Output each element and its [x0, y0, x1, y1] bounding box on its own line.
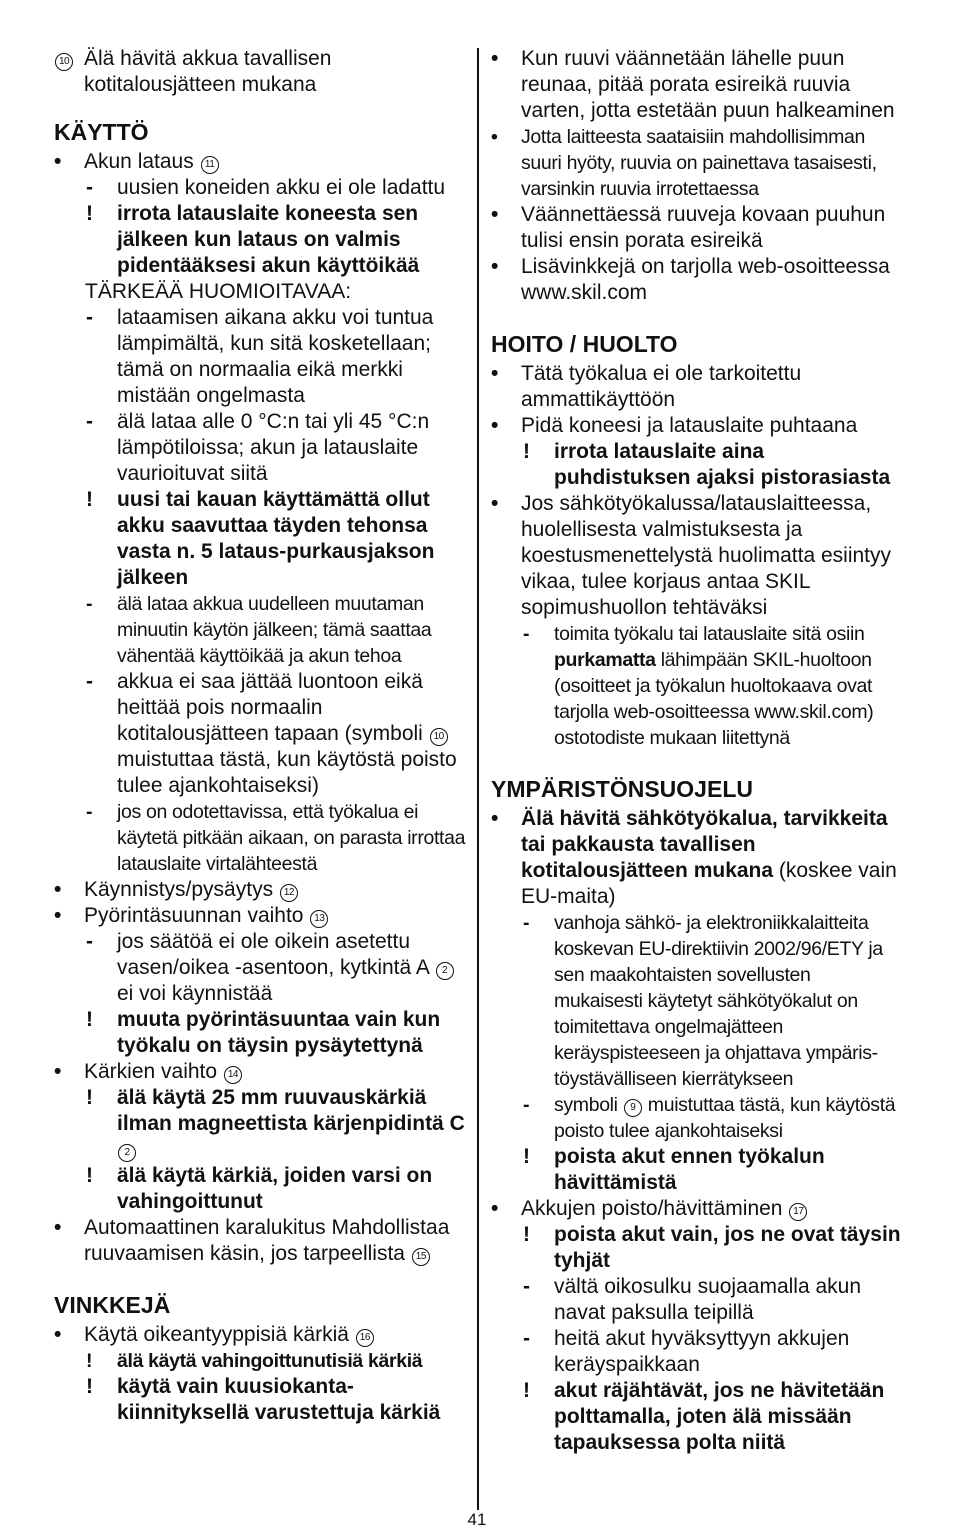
warning-mark: !: [86, 1375, 93, 1398]
warning-item: [491, 1222, 903, 1274]
item-text: symboli 9 muistuttaa tästä, kun käytöstä poisto tulee ajankohtaiseksi: [554, 1094, 896, 1142]
list-item: [54, 591, 466, 669]
bullet-item: [54, 1059, 466, 1085]
item-text: irrota latauslaite aina puhdistuksen ajaksi pistorasiasta: [554, 440, 891, 489]
figure-reference-number: 2: [118, 1144, 136, 1162]
item-text: uusi tai kauan käyttämättä ollut akku saavuttaa täyden tehonsa vasta n. 5 lataus-purkausjakson jälkeen: [117, 488, 435, 589]
figure-reference-number: 17: [789, 1203, 807, 1221]
figure-reference-number: 13: [310, 910, 328, 928]
dash-mark: -: [86, 176, 93, 199]
warning-item: [54, 1348, 466, 1374]
bullet-mark: •: [491, 807, 499, 830]
left-column: [54, 46, 466, 1426]
warning-item: [491, 439, 903, 491]
item-text: Väännettäessä ruuveja kovaan puuhun tulisi ensin porata esireikä: [521, 203, 886, 252]
figure-reference-number: 10: [55, 53, 73, 71]
bullet-mark: •: [491, 414, 499, 437]
bullet-mark: •: [54, 1323, 62, 1346]
item-text: Älä hävitä akkua tavallisen kotitalousjätteen mukana: [84, 47, 332, 96]
bullet-item: [491, 361, 903, 413]
dash-mark: -: [86, 930, 93, 953]
item-text: jos säätöä ei ole oikein asetettu vasen/oikea -asentoon, kytkintä A 2 ei voi käynnistää: [117, 930, 455, 1005]
bullet-mark: •: [491, 126, 498, 148]
bullet-mark: •: [54, 150, 62, 173]
bullet-item: [491, 1196, 903, 1222]
bold-emphasis: purkamatta: [554, 649, 656, 671]
warning-item: [54, 1085, 466, 1163]
list-item: [54, 799, 466, 877]
bullet-mark: •: [491, 362, 499, 385]
warning-item: [491, 1378, 903, 1456]
warning-item: [491, 1144, 903, 1196]
warning-item: [54, 1163, 466, 1215]
bullet-item: [491, 46, 903, 124]
list-item: [54, 409, 466, 487]
item-text: muuta pyörintäsuuntaa vain kun työkalu on täysin pysäytettynä: [117, 1008, 441, 1057]
item-text: älä lataa akkua uudelleen muutaman minuutin käytön jälkeen; tämä saattaa vähentää käyttöikää ja akun tehoa: [117, 593, 432, 667]
dash-mark: -: [86, 801, 93, 823]
item-text: Kun ruuvi väännetään lähelle puun reunaa, pitää porata esireikä ruuvia varten, jotta estetään puun halkeaminen: [521, 47, 895, 122]
figure-reference-number: 9: [624, 1099, 642, 1117]
item-text: Pyörintäsuunnan vaihto 13: [84, 904, 329, 927]
item-text: toimita työkalu tai latauslaite sitä osiin purkamatta lähimpään SKIL-huoltoon (osoitteet ja työkalun huoltokaava ovat tarjolla web-osoitteessa www.skil.com) ostotodiste mukaan liitettynä: [554, 623, 874, 749]
item-text: Jotta laitteesta saataisiin mahdollisimman suuri hyöty, ruuvia on painettava tasaisesti, varsinkin ruuvia irrotettaessa: [521, 126, 877, 200]
bullet-mark: •: [54, 1060, 62, 1083]
dash-mark: -: [86, 593, 93, 615]
item-text: jos on odotettavissa, että työkalua ei käytetä pitkään aikaan, on parasta irrottaa latauslaite virtalähteestä: [117, 801, 466, 875]
list-item: [54, 46, 466, 98]
dash-mark: -: [86, 410, 93, 433]
warning-mark: !: [523, 1223, 530, 1246]
list-item: [491, 1274, 903, 1326]
list-item: [491, 910, 903, 1092]
normal-tail: (koskee vain EU-maita): [521, 859, 897, 908]
bullet-item: [491, 413, 903, 439]
bullet-item: [54, 1215, 466, 1267]
dash-mark: -: [523, 1327, 530, 1350]
item-text: Lisävinkkejä on tarjolla web-osoitteessa www.skil.com: [521, 255, 890, 304]
warning-mark: !: [523, 440, 530, 463]
figure-reference-number: 2: [436, 962, 454, 980]
figure-reference-number: 11: [201, 156, 219, 174]
bullet-item: [491, 806, 903, 910]
item-text: vanhoja sähkö- ja elektroniikkalaitteita koskevan EU-direktiivin 2002/96/ETY ja sen maakohtaisten sovellusten mukaisesti käytetyt sähkötyökalut on toimitettava ongelmajätteen keräyspisteeseen ja ohjattava ympäris-töystävälliseen kierrätykseen: [554, 912, 883, 1090]
list-item: [491, 1326, 903, 1378]
item-text: Jos sähkötyökalussa/latauslaitteessa, huolellisesta valmistuksesta ja koestusmenettelystä huolimatta esiintyy vikaa, tulee korjaus antaa SKIL sopimushuollon tehtäväksi: [521, 492, 892, 619]
bullet-item: [491, 254, 903, 306]
list-item: [54, 175, 466, 201]
item-text: vältä oikosulku suojaamalla akun navat paksulla teipillä: [554, 1275, 862, 1324]
list-item: [54, 305, 466, 409]
bullet-item: [54, 877, 466, 903]
warning-mark: !: [523, 1379, 530, 1402]
item-text: Käytä oikeantyyppisiä kärkiä 16: [84, 1323, 375, 1346]
item-text: lataamisen aikana akku voi tuntua lämpimältä, kun sitä kosketellaan; tämä on normaalia eikä merkki mistään ongelmasta: [117, 306, 434, 407]
bullet-item: [54, 903, 466, 929]
warning-mark: !: [86, 1008, 93, 1031]
item-text: käytä vain kuusiokanta-kiinnityksellä varustettuja kärkiä: [117, 1375, 441, 1424]
item-text: uusien koneiden akku ei ole ladattu: [117, 176, 446, 199]
item-text: akkua ei saa jättää luontoon eikä heittää pois normaalin kotitalousjätteen tapaan (symboli 10 muistuttaa tästä, kun käytöstä poisto tulee ajankohtaiseksi): [117, 670, 457, 797]
bullet-mark: •: [54, 1216, 62, 1239]
bullet-item: [491, 491, 903, 621]
item-text: Akkujen poisto/hävittäminen 17: [521, 1197, 808, 1220]
dash-mark: -: [523, 1094, 530, 1116]
bullet-item: [54, 1322, 466, 1348]
warning-item: [54, 201, 466, 279]
dash-mark: -: [86, 670, 93, 693]
figure-reference-number: 14: [224, 1066, 242, 1084]
item-text: irrota latauslaite koneesta sen jälkeen kun lataus on valmis pidentääksesi akun käyttöikää: [117, 202, 420, 277]
item-text: älä lataa alle 0 °C:n tai yli 45 °C:n lämpötiloissa; akun ja latauslaite vaurioituvat siitä: [117, 410, 430, 485]
list-item: [491, 1092, 903, 1144]
dash-mark: -: [523, 1275, 530, 1298]
section-heading: HOITO / HUOLTO: [491, 331, 678, 357]
item-text: Käynnistys/pysäytys 12: [84, 878, 299, 901]
item-text: Automaattinen karalukitus Mahdollistaa ruuvaamisen käsin, jos tarpeellista 15: [84, 1216, 450, 1265]
dash-mark: -: [523, 623, 530, 645]
item-text: Tätä työkalua ei ole tarkoitettu ammattikäyttöön: [521, 362, 802, 411]
figure-reference-number: 15: [412, 1248, 430, 1266]
section-heading: VINKKEJÄ: [54, 1292, 171, 1318]
item-text: heitä akut hyväksyttyyn akkujen keräyspaikkaan: [554, 1327, 850, 1376]
warning-item: [54, 487, 466, 591]
figure-reference-number: 16: [356, 1329, 374, 1347]
column-divider: [477, 48, 479, 1510]
item-text: akut räjähtävät, jos ne hävitetään polttamalla, joten älä missään tapauksessa polta niitä: [554, 1379, 885, 1454]
item-text: Älä hävitä sähkötyökalua, tarvikkeita tai pakkausta tavallisen kotitalousjätteen mukana (koskee vain EU-maita): [521, 807, 897, 908]
warning-mark: !: [86, 488, 93, 511]
item-text: TÄRKEÄÄ HUOMIOITAVAA:: [85, 280, 352, 303]
item-text: älä käytä vahingoittunutisiä kärkiä: [117, 1350, 423, 1372]
bullet-item: [491, 124, 903, 202]
section-heading: KÄYTTÖ: [54, 119, 149, 145]
bullet-item: [54, 149, 466, 175]
item-text: Kärkien vaihto 14: [84, 1060, 243, 1083]
right-column: [491, 46, 903, 1456]
figure-reference-number: 12: [280, 884, 298, 902]
item-text: poista akut ennen työkalun hävittämistä: [554, 1145, 825, 1194]
list-item: [54, 669, 466, 799]
warning-item: [54, 1007, 466, 1059]
bullet-mark: •: [491, 47, 499, 70]
item-text: älä käytä kärkiä, joiden varsi on vahingoittunut: [117, 1164, 433, 1213]
bullet-mark: •: [491, 203, 499, 226]
dash-mark: -: [523, 912, 530, 934]
figure-reference-number: [54, 46, 74, 72]
warning-item: [54, 1374, 466, 1426]
figure-reference-number: 10: [430, 728, 448, 746]
bullet-mark: •: [54, 904, 62, 927]
item-text: poista akut vain, jos ne ovat täysin tyhjät: [554, 1223, 901, 1272]
bullet-item: [491, 202, 903, 254]
bullet-mark: •: [54, 878, 62, 901]
item-text: älä käytä 25 mm ruuvauskärkiä ilman magneettista kärjenpidintä C 2: [117, 1086, 465, 1161]
bullet-mark: •: [491, 1197, 499, 1220]
bullet-mark: •: [491, 492, 499, 515]
warning-mark: !: [86, 1350, 93, 1372]
warning-mark: !: [86, 202, 93, 225]
list-item: [54, 929, 466, 1007]
page-number: 41: [467, 1510, 487, 1529]
dash-mark: -: [86, 306, 93, 329]
list-item: [54, 279, 466, 305]
item-text: Pidä koneesi ja latauslaite puhtaana: [521, 414, 858, 437]
section-heading: YMPÄRISTÖNSUOJELU: [491, 776, 753, 802]
bullet-mark: •: [491, 255, 499, 278]
warning-mark: !: [523, 1145, 530, 1168]
warning-mark: !: [86, 1086, 93, 1109]
item-text: Akun lataus 11: [84, 150, 220, 173]
list-item: [491, 621, 903, 751]
warning-mark: !: [86, 1164, 93, 1187]
